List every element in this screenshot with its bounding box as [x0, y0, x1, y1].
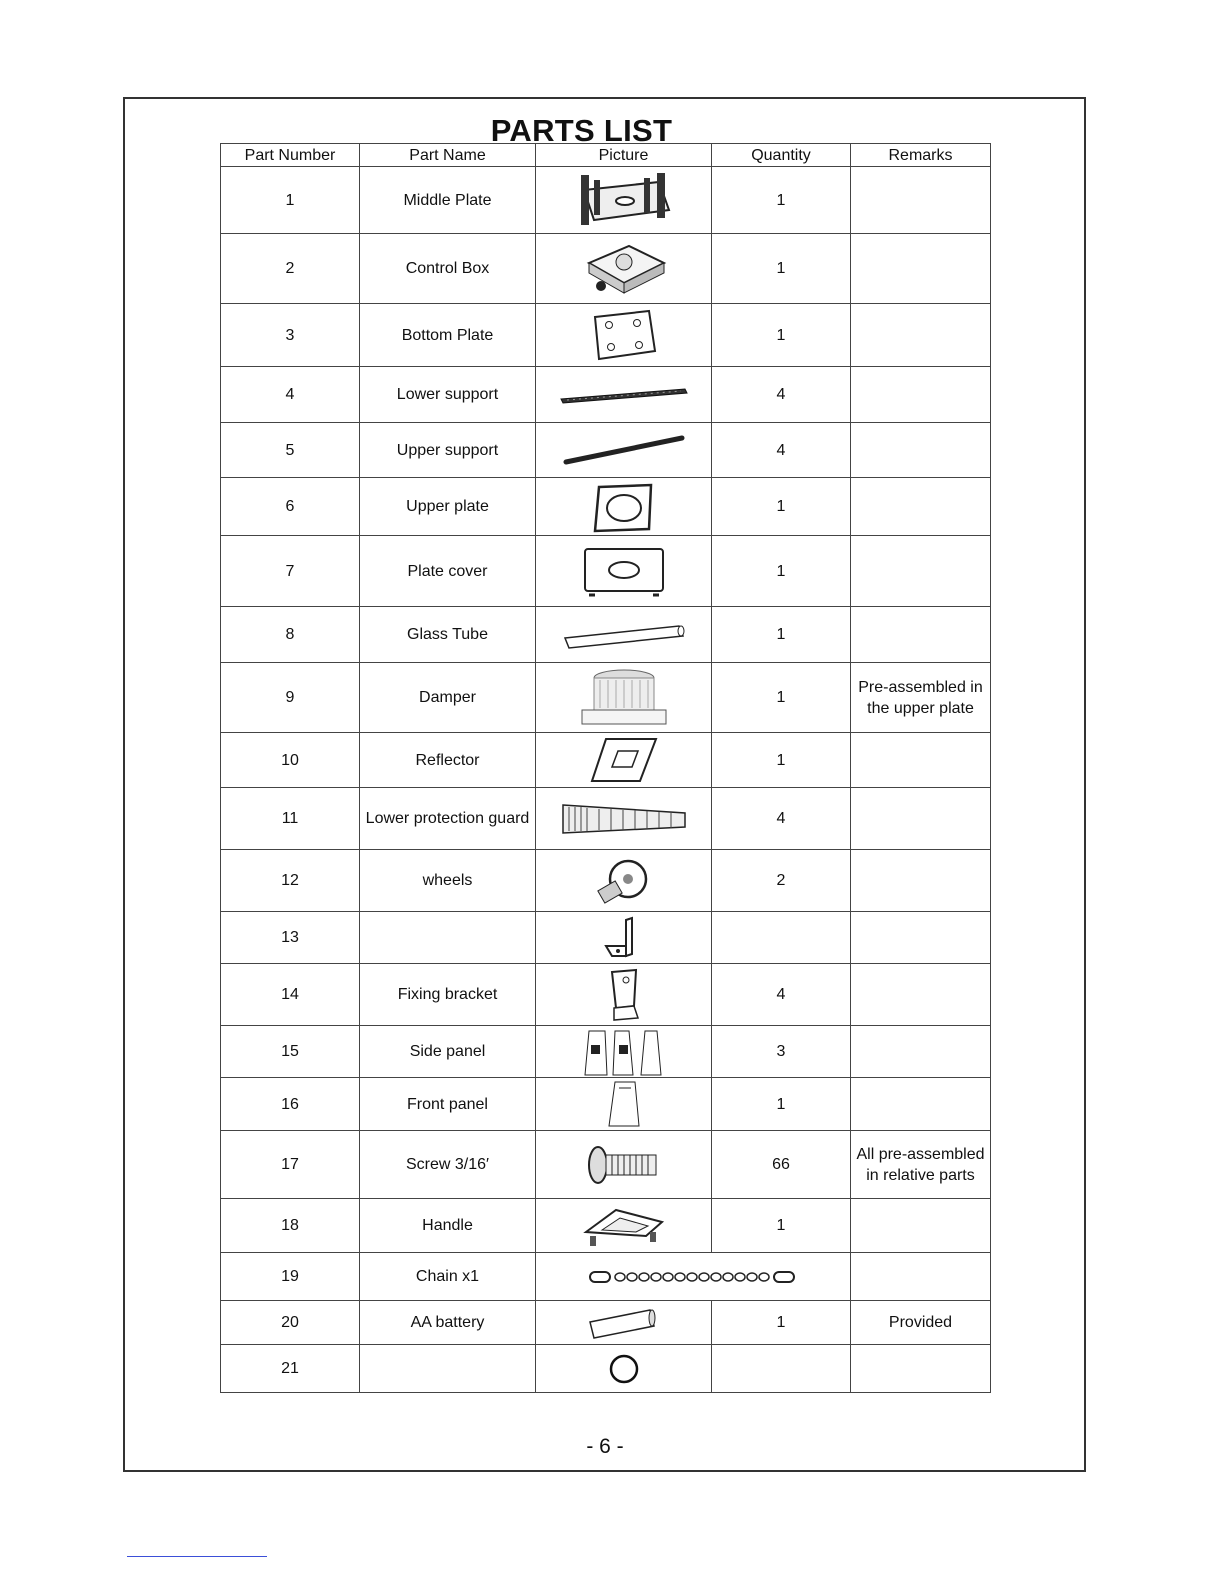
parts-row-4: [221, 367, 991, 423]
part-name: Middle Plate: [360, 167, 536, 234]
part-name: [360, 912, 536, 964]
part-number: 9: [221, 663, 360, 733]
part-remarks: [851, 964, 991, 1026]
part-name: Plate cover: [360, 536, 536, 607]
part-remarks: [851, 1026, 991, 1078]
part-number: 20: [221, 1301, 360, 1345]
part-picture: [536, 1199, 712, 1253]
part-quantity: [712, 1345, 851, 1393]
part-number: 21: [221, 1345, 360, 1393]
side-panel-icon: [540, 1027, 707, 1077]
part-picture: [536, 1026, 712, 1078]
part-picture: [536, 1253, 851, 1301]
part-remarks: [851, 367, 991, 423]
part-quantity: 1: [712, 1199, 851, 1253]
part-picture: [536, 1301, 712, 1345]
parts-row-13: [221, 912, 991, 964]
part-number: 15: [221, 1026, 360, 1078]
angle-bracket-icon: [540, 916, 707, 960]
parts-row-21: [221, 1345, 991, 1393]
part-number: 5: [221, 423, 360, 478]
part-remarks: [851, 304, 991, 367]
part-number: 10: [221, 733, 360, 788]
part-name: Damper: [360, 663, 536, 733]
part-quantity: 3: [712, 1026, 851, 1078]
part-quantity: 1: [712, 167, 851, 234]
part-name: Handle: [360, 1199, 536, 1253]
part-quantity: 1: [712, 304, 851, 367]
parts-row-2: [221, 234, 991, 304]
part-picture: [536, 478, 712, 536]
battery-icon: [540, 1304, 707, 1342]
wheel-icon: [540, 855, 707, 907]
header-row: [221, 144, 991, 167]
part-picture: [536, 367, 712, 423]
part-name: Control Box: [360, 234, 536, 304]
part-name: Upper plate: [360, 478, 536, 536]
part-quantity: 4: [712, 423, 851, 478]
part-quantity: 4: [712, 788, 851, 850]
part-picture: [536, 423, 712, 478]
part-number: 8: [221, 607, 360, 663]
part-remarks: [851, 423, 991, 478]
glass-tube-icon: [540, 620, 707, 650]
header-quantity: Quantity: [712, 144, 851, 167]
part-quantity: 2: [712, 850, 851, 912]
part-remarks: [851, 1253, 991, 1301]
part-number: 6: [221, 478, 360, 536]
footer-link-line: [127, 1556, 267, 1557]
part-name: Lower protection guard: [360, 788, 536, 850]
part-picture: [536, 964, 712, 1026]
part-remarks: [851, 536, 991, 607]
parts-row-17: [221, 1131, 991, 1199]
part-remarks: [851, 912, 991, 964]
part-quantity: 1: [712, 663, 851, 733]
header-part-number: Part Number: [221, 144, 360, 167]
header-part-name: Part Name: [360, 144, 536, 167]
part-remarks: [851, 733, 991, 788]
part-quantity: 1: [712, 1078, 851, 1131]
part-name: Glass Tube: [360, 607, 536, 663]
parts-row-10: [221, 733, 991, 788]
upper-support-icon: [540, 432, 707, 468]
part-remarks: Provided: [851, 1301, 991, 1345]
parts-row-19: [221, 1253, 991, 1301]
part-name: Upper support: [360, 423, 536, 478]
part-quantity: [712, 912, 851, 964]
part-picture: [536, 607, 712, 663]
part-picture: [536, 663, 712, 733]
part-number: 14: [221, 964, 360, 1026]
part-name: Fixing bracket: [360, 964, 536, 1026]
parts-row-8: [221, 607, 991, 663]
part-name: [360, 1345, 536, 1393]
part-remarks: [851, 167, 991, 234]
part-number: 1: [221, 167, 360, 234]
handle-icon: [540, 1202, 707, 1250]
part-quantity: 1: [712, 478, 851, 536]
parts-row-5: [221, 423, 991, 478]
part-name: Screw 3/16′: [360, 1131, 536, 1199]
part-name: Side panel: [360, 1026, 536, 1078]
o-ring-icon: [540, 1352, 707, 1386]
parts-row-12: [221, 850, 991, 912]
part-quantity: 4: [712, 367, 851, 423]
part-quantity: 1: [712, 607, 851, 663]
part-number: 17: [221, 1131, 360, 1199]
screw-icon: [540, 1141, 707, 1189]
part-name: Front panel: [360, 1078, 536, 1131]
part-quantity: 1: [712, 733, 851, 788]
front-panel-icon: [540, 1078, 707, 1130]
part-quantity: 1: [712, 1301, 851, 1345]
control-box-icon: [540, 238, 707, 300]
part-number: 2: [221, 234, 360, 304]
part-number: 16: [221, 1078, 360, 1131]
reflector-icon: [540, 735, 707, 785]
part-number: 18: [221, 1199, 360, 1253]
part-picture: [536, 733, 712, 788]
part-remarks: [851, 607, 991, 663]
part-name: wheels: [360, 850, 536, 912]
page-title: PARTS LIST: [490, 113, 673, 148]
parts-row-18: [221, 1199, 991, 1253]
part-picture: [536, 1131, 712, 1199]
part-remarks: Pre-assembled in the upper plate: [851, 663, 991, 733]
page-number: - 6 -: [586, 1435, 624, 1458]
part-picture: [536, 536, 712, 607]
fixing-bracket-icon: [540, 966, 707, 1024]
parts-row-1: [221, 167, 991, 234]
lower-support-icon: [540, 385, 707, 405]
middle-plate-icon: [540, 170, 707, 230]
part-picture: [536, 304, 712, 367]
header-picture: Picture: [536, 144, 712, 167]
part-number: 11: [221, 788, 360, 850]
part-number: 3: [221, 304, 360, 367]
part-number: 12: [221, 850, 360, 912]
parts-row-6: [221, 478, 991, 536]
part-name: Bottom Plate: [360, 304, 536, 367]
part-quantity: 1: [712, 536, 851, 607]
part-picture: [536, 234, 712, 304]
part-picture: [536, 1078, 712, 1131]
parts-row-11: [221, 788, 991, 850]
part-picture: [536, 850, 712, 912]
part-remarks: [851, 850, 991, 912]
part-quantity: 4: [712, 964, 851, 1026]
damper-icon: [540, 666, 707, 730]
bottom-plate-icon: [540, 307, 707, 363]
part-number: 19: [221, 1253, 360, 1301]
part-picture: [536, 1345, 712, 1393]
part-name: Reflector: [360, 733, 536, 788]
part-picture: [536, 912, 712, 964]
part-remarks: [851, 1199, 991, 1253]
part-number: 7: [221, 536, 360, 607]
part-remarks: [851, 788, 991, 850]
parts-table: [220, 143, 991, 1393]
parts-row-14: [221, 964, 991, 1026]
parts-row-16: [221, 1078, 991, 1131]
parts-row-9: [221, 663, 991, 733]
parts-row-20: [221, 1301, 991, 1345]
part-picture: [536, 788, 712, 850]
part-quantity: 66: [712, 1131, 851, 1199]
part-picture: [536, 167, 712, 234]
part-remarks: [851, 1078, 991, 1131]
part-name: AA battery: [360, 1301, 536, 1345]
part-remarks: All pre-assembled in relative parts: [851, 1131, 991, 1199]
part-quantity: 1: [712, 234, 851, 304]
plate-cover-icon: [540, 543, 707, 599]
parts-row-3: [221, 304, 991, 367]
part-number: 4: [221, 367, 360, 423]
lower-protection-guard-icon: [540, 801, 707, 837]
chain-icon: [540, 1267, 846, 1287]
part-remarks: [851, 1345, 991, 1393]
part-remarks: [851, 234, 991, 304]
part-name: Chain x1: [360, 1253, 536, 1301]
part-name: Lower support: [360, 367, 536, 423]
upper-plate-icon: [540, 479, 707, 535]
parts-row-7: [221, 536, 991, 607]
parts-row-15: [221, 1026, 991, 1078]
part-number: 13: [221, 912, 360, 964]
header-remarks: Remarks: [851, 144, 991, 167]
part-remarks: [851, 478, 991, 536]
